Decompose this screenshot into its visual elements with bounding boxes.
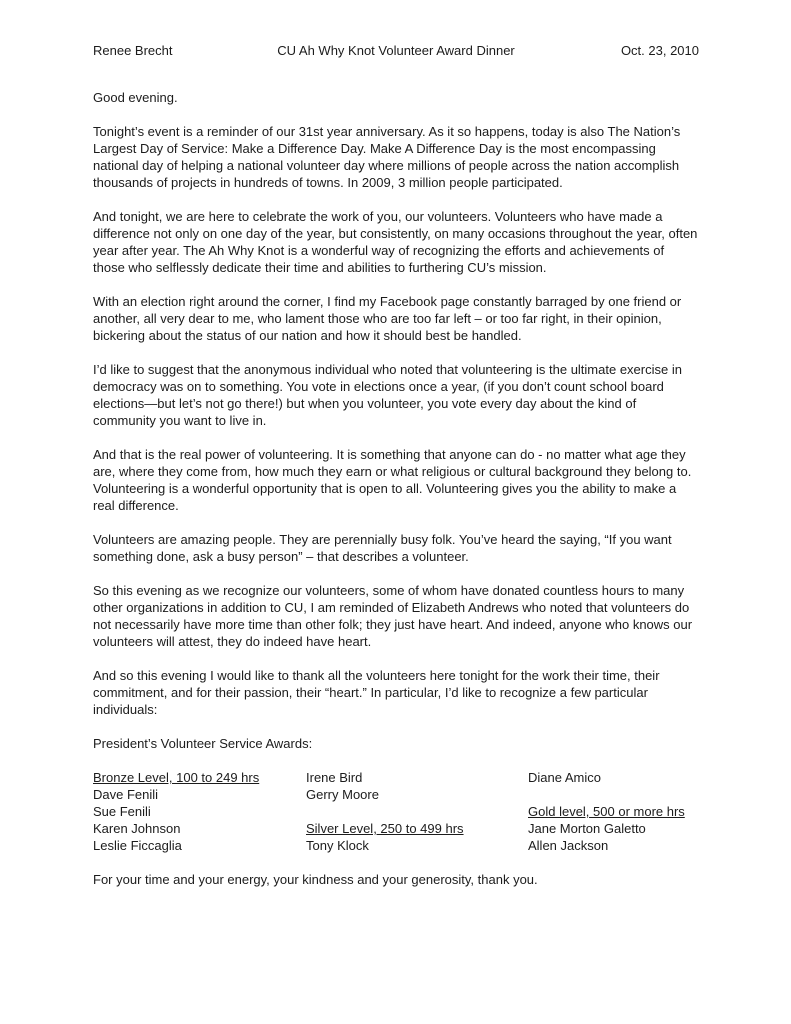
greeting: Good evening. — [93, 90, 178, 105]
paragraph-anniversary: Tonight’s event is a reminder of our 31st year anniversary. As it so happens, today is also The Nation’s Largest Day of Service: Make a Difference Day. Make A Difference Day is the most encompassing national day of helping a national volunteer day where millions of people across the nation accomplish thousands of projects in hundreds of towns. In 2009, 3 million people participated. — [93, 124, 681, 190]
header-title: CU Ah Why Knot Volunteer Award Dinner — [277, 43, 515, 58]
silver-level-heading: Silver Level, 250 to 499 hrs — [306, 821, 464, 836]
paragraph-thanks: And so this evening I would like to thank all the volunteers here tonight for the work their time, their commitment, and for their passion, their “heart.” In particular, I’d like to recognize a few particular individuals: — [93, 668, 660, 717]
paragraph-power: And that is the real power of volunteering. It is something that anyone can do - no matter what age they are, where they come from, how much they earn or what religious or cultural background they belong to. Volunteering is a wonderful opportunity that is open to all. Volunteering gives you the ability to make a real difference. — [93, 447, 692, 513]
award-recipient: Sue Fenili — [93, 804, 151, 819]
awards-empty-cell — [528, 786, 699, 803]
paragraph-busy-person: Volunteers are amazing people. They are perennially busy folk. You’ve heard the saying, “If you want something done, ask a busy person” – that describes a volunteer. — [93, 532, 672, 564]
award-recipient: Dave Fenili — [93, 787, 159, 802]
award-recipient: Diane Amico — [528, 770, 601, 785]
closing-line: For your time and your energy, your kindness and your generosity, thank you. — [93, 872, 538, 887]
award-recipient: Leslie Ficcaglia — [93, 838, 182, 853]
award-recipient: Allen Jackson — [528, 838, 609, 853]
gold-level-heading: Gold level, 500 or more hrs — [528, 804, 685, 819]
award-recipient: Tony Klock — [306, 838, 369, 853]
document-header — [93, 42, 699, 59]
paragraph-celebrate: And tonight, we are here to celebrate the work of you, our volunteers. Volunteers who have made a difference not only on one day of the year, but consistently, on many occasions throughout the year, often year after year. The Ah Why Knot is a wonderful way of recognizing the efforts and achievements of those who selflessly dedicate their time and abilities to furthering CU’s mission. — [93, 209, 698, 275]
award-recipient: Gerry Moore — [306, 787, 379, 802]
paragraph-election: With an election right around the corner, I find my Facebook page constantly barraged by one friend or another, all very dear to me, who lament those who are too far left – or too far right, in their opinion, bickering about the status of our nation and how it should best be handled. — [93, 294, 682, 343]
awards-empty-cell — [306, 803, 528, 820]
bronze-level-heading: Bronze Level, 100 to 249 hrs — [93, 770, 260, 785]
paragraph-heart: So this evening as we recognize our volunteers, some of whom have donated countless hours to many other organizations in addition to CU, I am reminded of Elizabeth Andrews who noted that volunteers do not necessarily have more time than other folk; they just have heart. And indeed, anyone who knows our volunteers will attest, they do indeed have heart. — [93, 583, 693, 649]
award-recipient: Irene Bird — [306, 770, 363, 785]
header-date: Oct. 23, 2010 — [620, 43, 699, 58]
header-author: Renee Brecht — [93, 43, 173, 58]
award-recipient: Karen Johnson — [93, 821, 181, 836]
awards-heading: President’s Volunteer Service Awards: — [93, 736, 313, 751]
paragraph-democracy: I’d like to suggest that the anonymous individual who noted that volunteering is the ultimate exercise in democracy was on to something. You vote in elections once a year, (if you don’t count school board elections—but let’s not go there!) but when you volunteer, you vote every day about the kind of community you want to live in. — [93, 362, 682, 428]
awards-grid — [93, 769, 699, 854]
award-recipient: Jane Morton Galetto — [528, 821, 646, 836]
